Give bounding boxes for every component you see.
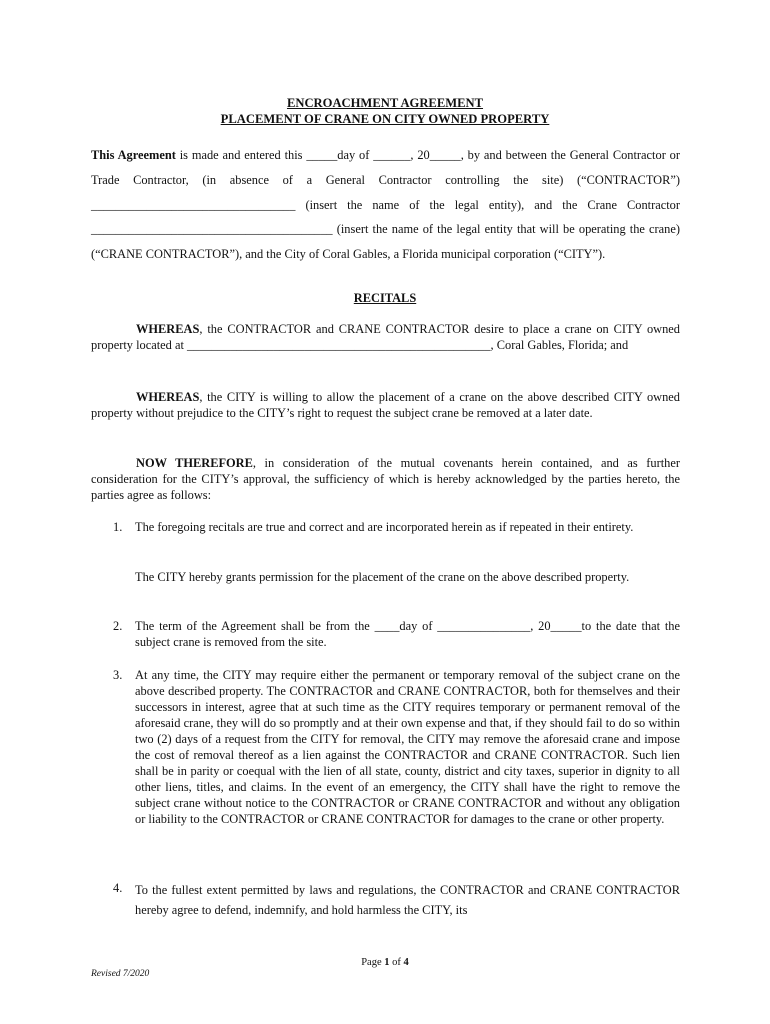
now-therefore-text: , in consideration of the mutual covenants herein contained, and as further consideration for the CITY’s approval, the sufficiency of which is hereby acknowledged by the parties hereto, the parties agree as follows:: [91, 456, 680, 502]
now-therefore-lead: NOW THEREFORE: [136, 456, 253, 470]
intro-paragraph: [91, 143, 680, 267]
list-item-number: 2.: [113, 619, 123, 633]
document-subtitle: PLACEMENT OF CRANE ON CITY OWNED PROPERTY: [220, 112, 550, 126]
whereas-paragraph-1: [91, 321, 680, 353]
list-item-number: 1.: [113, 520, 123, 534]
page-of: of: [389, 957, 404, 968]
revision-note: Revised 7/2020: [91, 969, 150, 979]
intro-text: is made and entered this _____day of ______, 20_____, by and between the General Contractor or Trade Contractor, (in absence of a General Contractor controlling the site) (“CONTRACTOR”) _________________________________ (insert the name of the legal entity), and the Crane Contractor _______________________________________ (insert the name of the legal entity that will be operating the crane) (“CRANE CONTRACTOR”), and the City of Coral Gables, a Florida municipal corporation (“CITY”).: [91, 148, 680, 262]
page-total: 4: [403, 957, 409, 968]
list-item-1-continuation: The CITY hereby grants permission for the placement of the crane on the above described property.: [135, 570, 630, 584]
list-item-number: 3.: [113, 668, 123, 682]
now-therefore-paragraph: [91, 455, 680, 503]
page-current: 1: [384, 957, 390, 968]
whereas-lead-2: WHEREAS: [136, 390, 200, 404]
whereas-lead-1: WHEREAS: [136, 322, 200, 336]
whereas-text-2: , the CITY is willing to allow the placement of a crane on the above described CITY owned property without prejudice to the CITY’s right to request the subject crane be removed at a later date.: [91, 390, 680, 420]
list-item-text: The foregoing recitals are true and correct and are incorporated herein as if repeated in their entirety.: [135, 520, 634, 534]
list-item-number: 4.: [113, 881, 123, 895]
recitals-heading: RECITALS: [353, 291, 417, 305]
list-item-text: At any time, the CITY may require either the permanent or temporary removal of the subject crane on the above described property. The CONTRACTOR and CRANE CONTRACTOR, both for themselves and their successors in interest, agree that at such time as the CITY requires temporary or permanent removal of the aforesaid crane, they will do so promptly and at their own expense and that, if they should fail to do so within two (2) days of a request from the CITY for removal, the CITY may remove the aforesaid crane and impose the cost of removal thereof as a lien against the CONTRACTOR and CRANE CONTRACTOR. Such lien shall be in parity or coequal with the lien of all state, county, district and city taxes, superior in dignity to all other liens, titles, and claims. In the event of an emergency, the CITY shall have the right to remove the subject crane without notice to the CONTRACTOR or CRANE CONTRACTOR and without any obligation or liability to the CONTRACTOR or CRANE CONTRACTOR for damages to the crane or other property.: [135, 668, 680, 826]
whereas-paragraph-2: [91, 389, 680, 421]
whereas-text-1: , the CONTRACTOR and CRANE CONTRACTOR desire to place a crane on CITY owned property located at _________________________________________________, Coral Gables, Florida; and: [91, 322, 680, 352]
intro-lead: This Agreement: [91, 148, 176, 162]
list-item-text: The term of the Agreement shall be from the ____day of _______________, 20_____to the date that the subject crane is removed from the site.: [135, 619, 680, 649]
document-title: ENCROACHMENT AGREEMENT: [286, 96, 484, 110]
list-item-text: To the fullest extent permitted by laws and regulations, the CONTRACTOR and CRANE CONTRACTOR hereby agree to defend, indemnify, and hold harmless the CITY, its: [135, 883, 680, 917]
page-prefix: Page: [361, 957, 385, 968]
